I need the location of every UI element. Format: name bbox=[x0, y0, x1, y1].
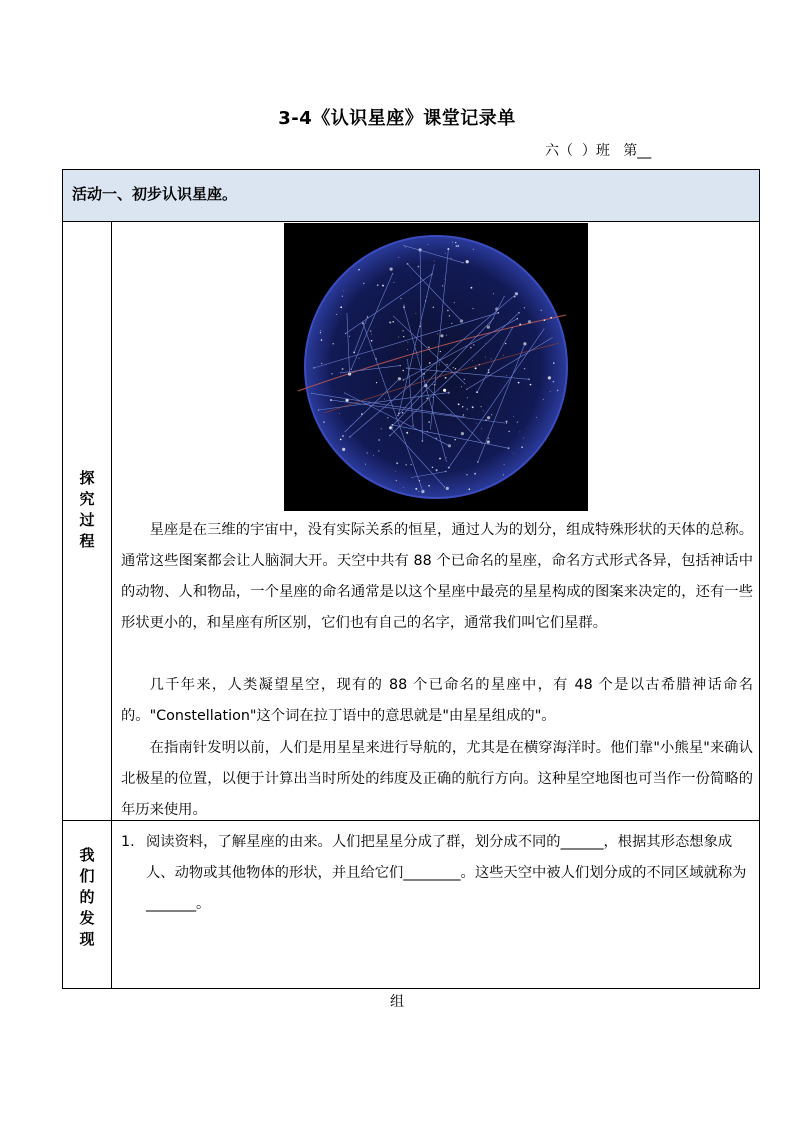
star-dot bbox=[321, 363, 322, 364]
star-dot bbox=[323, 421, 325, 423]
star-dot bbox=[456, 245, 458, 247]
star-dot bbox=[343, 291, 344, 292]
star-dot bbox=[451, 323, 452, 324]
star-dot bbox=[481, 406, 482, 407]
star-dot bbox=[402, 370, 404, 372]
star-dot bbox=[474, 473, 476, 475]
star-dot bbox=[393, 282, 394, 283]
star-dot bbox=[503, 474, 504, 475]
star-dot bbox=[407, 349, 408, 350]
star-dot bbox=[467, 397, 468, 398]
star-dot bbox=[506, 375, 507, 376]
class-number-line: 六（ ）班 第__ bbox=[545, 143, 652, 159]
star-dot bbox=[400, 298, 401, 299]
star-dot bbox=[387, 417, 388, 418]
star-dot bbox=[470, 287, 472, 289]
star-dot bbox=[342, 435, 344, 437]
star-dot bbox=[517, 421, 518, 422]
star-dot bbox=[428, 421, 430, 423]
star-dot bbox=[416, 313, 417, 314]
star-dot bbox=[487, 440, 490, 443]
paragraph-1: 星座是在三维的宇宙中，没有实际关系的恒星，通过人为的划分，组成特殊形状的天体的总称。通常这些图案都会让人脑洞大开。天空中共有 88 个已命名的星座，命名方式形式各异，包括神话中的动物、人和物品，一个星座的命名通常是以这个星座中最亮的星星构成的图案来决定的，还有一些形状更小的，和星座有所区别，它们也有自己的名字，通常我们叫它们星群。 bbox=[121, 522, 753, 631]
star-dot bbox=[370, 330, 371, 331]
star-dot bbox=[446, 335, 447, 336]
star-dot bbox=[550, 391, 551, 392]
star-dot bbox=[455, 368, 456, 369]
star-dot bbox=[429, 349, 430, 350]
star-dot bbox=[530, 384, 532, 386]
star-dot bbox=[437, 334, 438, 335]
star-dot bbox=[514, 416, 515, 417]
star-dot bbox=[472, 406, 474, 408]
question-number: 1. bbox=[121, 834, 135, 850]
star-dot bbox=[403, 487, 404, 488]
star-dot bbox=[485, 357, 486, 358]
star-dot bbox=[342, 368, 344, 370]
star-dot bbox=[455, 439, 456, 440]
star-dot bbox=[521, 446, 523, 448]
star-dot bbox=[428, 485, 430, 487]
star-dot bbox=[342, 296, 343, 297]
star-dot bbox=[376, 382, 377, 383]
star-dot bbox=[481, 428, 482, 429]
star-dot bbox=[451, 414, 452, 415]
star-dot bbox=[491, 358, 492, 359]
star-dot bbox=[466, 474, 467, 475]
star-dot bbox=[442, 285, 443, 286]
star-dot bbox=[418, 266, 420, 268]
star-chart-graphic bbox=[284, 223, 588, 511]
star-dot bbox=[378, 450, 379, 451]
star-dot bbox=[464, 379, 465, 380]
star-dot bbox=[524, 368, 525, 369]
star-dot bbox=[473, 344, 475, 346]
star-dot bbox=[479, 364, 480, 365]
star-dot bbox=[472, 360, 473, 361]
star-dot bbox=[384, 399, 385, 400]
star-dot bbox=[544, 319, 546, 321]
star-dot bbox=[398, 257, 399, 258]
star-dot bbox=[453, 367, 454, 368]
star-dot bbox=[414, 396, 415, 397]
star-dot bbox=[405, 247, 406, 248]
star-dot bbox=[439, 365, 440, 366]
star-dot bbox=[407, 342, 408, 343]
star-dot bbox=[509, 431, 510, 432]
star-dot bbox=[469, 488, 471, 490]
star-dot bbox=[332, 343, 334, 345]
star-dot bbox=[418, 491, 419, 492]
star-dot bbox=[320, 332, 321, 333]
star-dot bbox=[491, 414, 492, 415]
star-dot bbox=[426, 398, 428, 400]
star-dot bbox=[406, 432, 408, 434]
star-dot bbox=[365, 464, 366, 465]
star-dot bbox=[523, 438, 524, 439]
star-dot bbox=[446, 457, 447, 458]
record-table bbox=[62, 169, 760, 989]
star-dot bbox=[436, 469, 438, 471]
star-dot bbox=[403, 305, 404, 306]
star-dot bbox=[463, 414, 464, 415]
star-dot bbox=[395, 471, 396, 472]
star-dot bbox=[550, 317, 552, 319]
star-dot bbox=[418, 354, 419, 355]
star-dot bbox=[449, 315, 450, 316]
section-label-process: 探 究 过 程 bbox=[79, 469, 95, 550]
star-dot bbox=[487, 326, 490, 329]
star-dot bbox=[443, 389, 446, 392]
star-dot bbox=[445, 253, 446, 254]
star-dot bbox=[506, 423, 507, 424]
star-dot bbox=[518, 382, 520, 384]
star-dot bbox=[447, 310, 449, 312]
star-dot bbox=[475, 367, 477, 369]
star-dot bbox=[396, 480, 398, 482]
star-dot bbox=[520, 432, 521, 433]
star-dot bbox=[405, 464, 407, 466]
star-dot bbox=[528, 320, 531, 323]
star-dot bbox=[452, 242, 453, 243]
paragraph-2: 几千年来，人类凝望星空，现有的 88 个已命名的星座中，有 48 个是以古希腊神话命名的。"Constellation"这个词在拉丁语中的意思就是"由星星组成的"。 bbox=[121, 677, 753, 724]
star-dot bbox=[342, 448, 345, 451]
footer-text: 组 bbox=[390, 994, 404, 1010]
star-dot bbox=[446, 364, 447, 365]
star-dot bbox=[440, 351, 441, 352]
star-dot bbox=[457, 245, 459, 247]
star-dot bbox=[523, 342, 526, 345]
star-dot bbox=[402, 412, 403, 413]
star-chart-image bbox=[284, 223, 588, 511]
star-dot bbox=[455, 242, 456, 243]
star-dot bbox=[504, 464, 505, 465]
star-dot bbox=[503, 355, 504, 356]
star-dot bbox=[321, 339, 322, 340]
star-dot bbox=[371, 340, 373, 342]
star-dot bbox=[467, 408, 468, 409]
star-dot bbox=[553, 381, 555, 383]
star-dot bbox=[336, 314, 337, 315]
star-dot bbox=[446, 487, 449, 490]
star-dot bbox=[444, 279, 445, 280]
section-label-findings: 我 们 的 发 现 bbox=[79, 846, 95, 948]
star-dot bbox=[524, 307, 525, 308]
star-dot bbox=[359, 358, 360, 359]
star-dot bbox=[363, 283, 365, 285]
star-dot bbox=[349, 336, 350, 337]
star-dot bbox=[431, 467, 432, 468]
star-dot bbox=[439, 362, 440, 363]
star-dot bbox=[339, 413, 340, 414]
star-dot bbox=[320, 330, 321, 331]
star-dot bbox=[392, 321, 394, 323]
star-dot bbox=[428, 244, 429, 245]
star-dot bbox=[488, 437, 489, 438]
star-dot bbox=[470, 347, 472, 349]
question-text: 阅读资料，了解星座的由来。人们把星星分成了群，划分成不同的______，根据其形态想象成人、动物或其他物体的形状，并且给它们________。这些天空中被人们划分成的不同区域就称为_______。 bbox=[146, 834, 747, 912]
star-dot bbox=[378, 439, 380, 441]
star-dot bbox=[461, 432, 464, 435]
star-dot bbox=[557, 390, 559, 392]
star-dot bbox=[377, 284, 379, 286]
activity-header-row bbox=[63, 170, 759, 222]
star-dot bbox=[458, 403, 460, 405]
page-title: 3-4《认识星座》课堂记录单 bbox=[278, 108, 516, 129]
star-dot bbox=[553, 362, 554, 363]
star-dot bbox=[461, 386, 462, 387]
star-dot bbox=[513, 453, 514, 454]
star-dot bbox=[331, 373, 332, 374]
star-dot bbox=[403, 336, 404, 337]
star-dot bbox=[493, 293, 494, 294]
paragraph-3: 在指南针发明以前，人们是用星星来进行导航的，尤其是在横穿海洋时。他们靠"小熊星"来确认北极星的位置，以便于计算出当时所处的纬度及正确的航行方向。这种星空地图也可当作一份简略的年历来使用。 bbox=[121, 740, 753, 818]
star-dot bbox=[432, 384, 433, 385]
star-dot bbox=[476, 423, 477, 424]
star-dot bbox=[451, 258, 452, 259]
star-dot bbox=[536, 417, 537, 418]
star-dot bbox=[439, 458, 441, 460]
star-dot bbox=[519, 323, 521, 325]
star-dot bbox=[506, 421, 508, 423]
star-dot bbox=[548, 376, 551, 379]
star-dot bbox=[340, 306, 342, 308]
star-dot bbox=[543, 399, 544, 400]
star-dot bbox=[410, 464, 411, 465]
star-dot bbox=[382, 285, 384, 287]
star-dot bbox=[396, 462, 398, 464]
star-dot bbox=[485, 343, 486, 344]
star-dot bbox=[429, 362, 431, 364]
question-1 bbox=[121, 827, 753, 920]
star-dot bbox=[402, 330, 403, 331]
star-dot bbox=[390, 268, 393, 271]
star-dot bbox=[445, 377, 447, 379]
star-dot bbox=[487, 416, 490, 419]
star-dot bbox=[415, 488, 417, 490]
star-dot bbox=[454, 302, 455, 303]
star-dot bbox=[462, 406, 464, 408]
star-dot bbox=[340, 439, 342, 441]
column-divider bbox=[111, 221, 112, 988]
activity-header: 活动一、初步认识星座。 bbox=[72, 185, 238, 203]
star-dot bbox=[373, 455, 374, 456]
star-dot bbox=[381, 428, 382, 429]
star-dot bbox=[434, 261, 435, 262]
star-dot bbox=[358, 269, 359, 270]
star-dot bbox=[472, 308, 473, 309]
star-dot bbox=[483, 411, 484, 412]
star-dot bbox=[428, 346, 430, 348]
star-dot bbox=[440, 334, 443, 337]
star-dot bbox=[367, 453, 368, 454]
star-dot bbox=[466, 260, 469, 263]
star-dot bbox=[398, 336, 399, 337]
star-dot bbox=[389, 322, 390, 323]
star-dot bbox=[448, 393, 449, 394]
star-dot bbox=[505, 343, 506, 344]
star-dot bbox=[371, 334, 372, 335]
star-dot bbox=[541, 310, 542, 311]
star-dot bbox=[433, 307, 434, 308]
star-dot bbox=[473, 249, 474, 250]
